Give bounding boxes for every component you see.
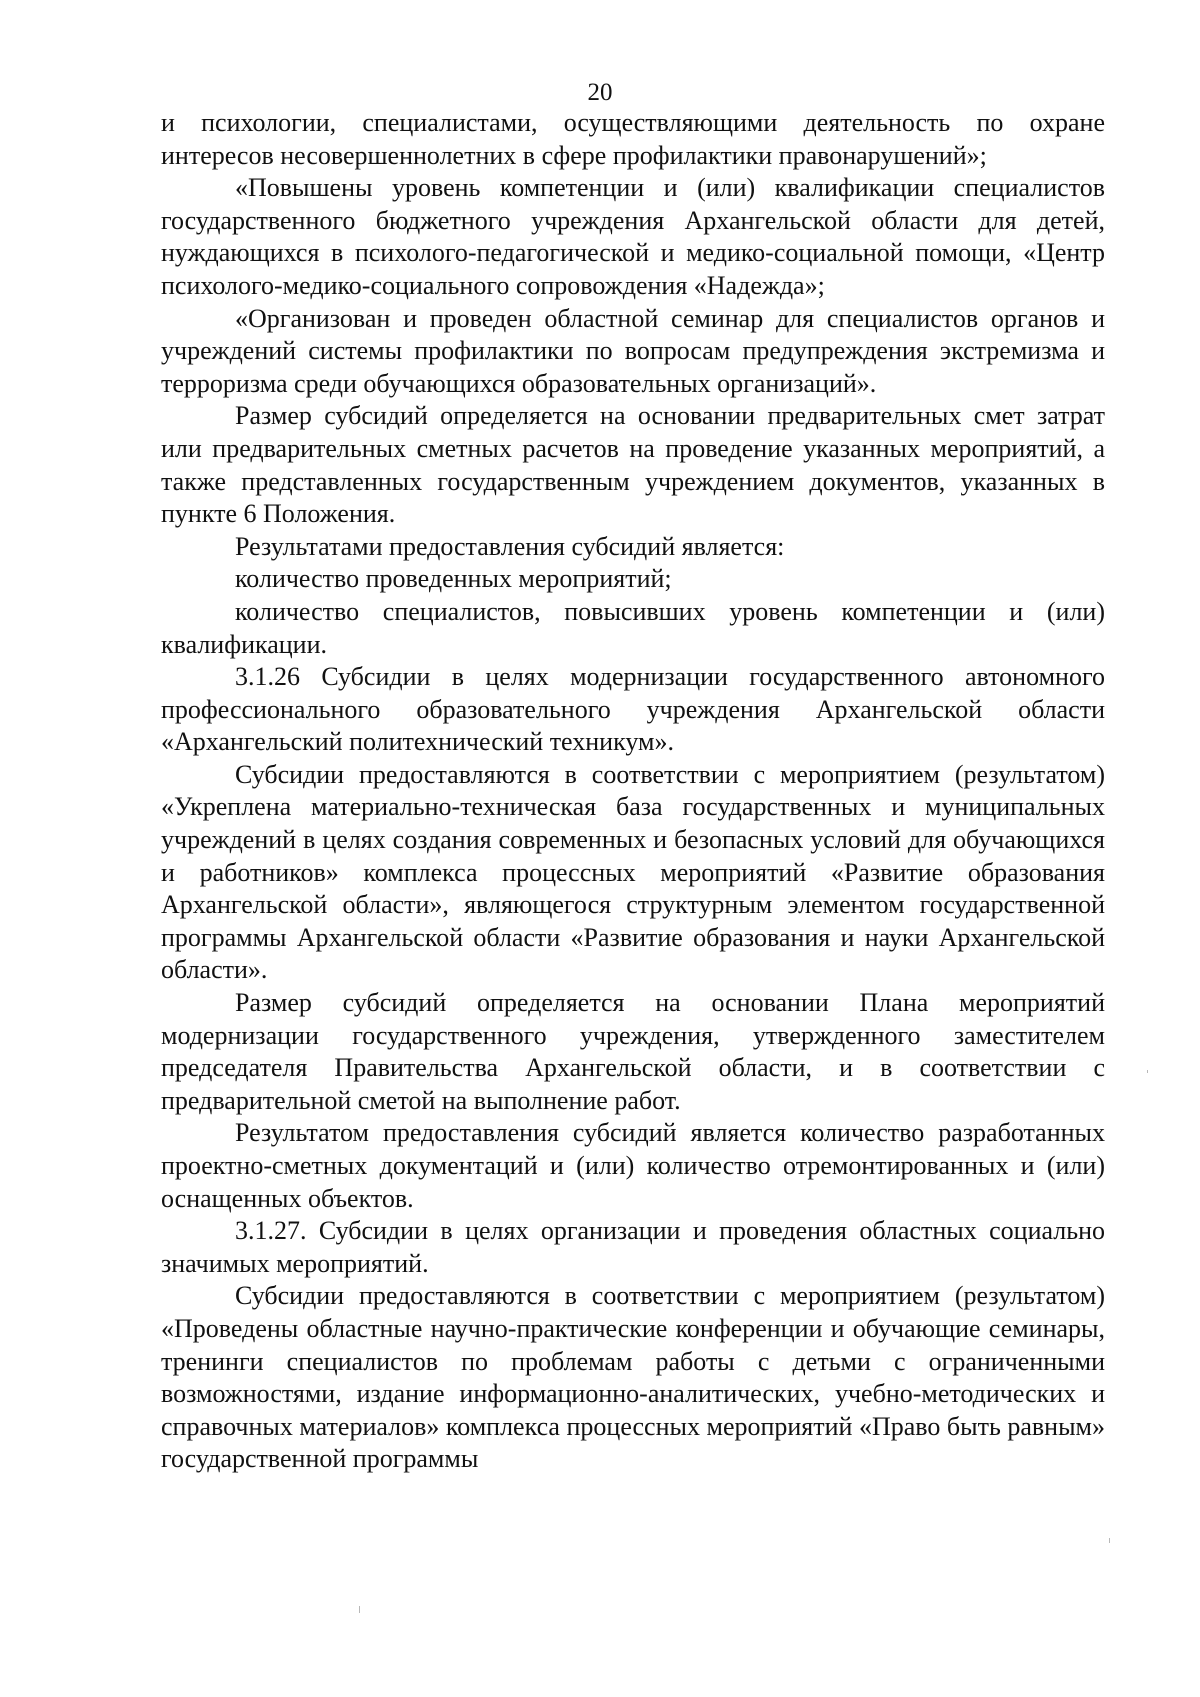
paragraph: «Организован и проведен областной семинар для специалистов органов и учреждений системы профилактики по вопросам предупреждения экстремизма и терроризма среди обучающихся образовательных организаций». (161, 303, 1105, 398)
paragraph: количество специалистов, повысивших уровень компетенции и (или) квалификации. (161, 596, 1105, 659)
scan-speck (1109, 1538, 1110, 1543)
paragraph: количество проведенных мероприятий; (235, 564, 672, 594)
page-number: 20 (587, 79, 613, 106)
scan-speck (359, 1606, 360, 1613)
paragraph: «Повышены уровень компетенции и (или) квалификации специалистов государственного бюджетного учреждения Архангельской области для детей, нуждающихся в психолого-педагогической и медико-социальной помощи, «Центр психолого-медико-социального сопровождения «Надежда»; (161, 173, 1105, 300)
document-body (161, 107, 1105, 1476)
paragraph: Размер субсидий определяется на основании Плана мероприятий модернизации государственного учреждения, утвержденного заместителем председателя Правительства Архангельской области, и в соответствии с предварительной сметой на выполнение работ. (161, 988, 1105, 1115)
section-heading-paragraph: 3.1.27. Субсидии в целях организации и проведения областных социально значимых мероприятий. (161, 1216, 1105, 1278)
paragraph: Результатами предоставления субсидий является: (235, 531, 785, 561)
section-heading-paragraph: 3.1.26 Субсидии в целях модернизации государственного автономного профессионального образовательного учреждения Архангельской области «Архангельский политехнический техникум». (161, 662, 1105, 757)
scan-speck (1147, 1070, 1148, 1073)
paragraph: Результатом предоставления субсидий является количество разработанных проектно-сметных документаций и (или) количество отремонтированных и (или) оснащенных объектов. (161, 1118, 1105, 1213)
paragraph: Размер субсидий определяется на основании предварительных смет затрат или предварительных сметных расчетов на проведение указанных мероприятий, а также представленных государственным учреждением документов, указанных в пункте 6 Положения. (161, 401, 1105, 529)
paragraph: Субсидии предоставляются в соответствии с мероприятием (результатом) «Проведены областные научно-практические конференции и обучающие семинары, тренинги специалистов по проблемам работы с детьми с ограниченными возможностями, издание информационно-аналитических, учебно-методических и справочных материалов» комплекса процессных мероприятий «Право быть равным» государственной программы (161, 1281, 1105, 1474)
paragraph-continuation: и психологии, специалистами, осуществляющими деятельность по охране интересов несовершеннолетних в сфере профилактики правонарушений»; (161, 108, 1105, 170)
paragraph: Субсидии предоставляются в соответствии с мероприятием (результатом) «Укреплена материально-техническая база государственных и муниципальных учреждений в целях создания современных и безопасных условий для обучающихся и работников» комплекса процессных мероприятий «Развитие образования Архангельской области», являющегося структурным элементом государственной программы Архангельской области «Развитие образования и науки Архангельской области». (161, 759, 1105, 985)
